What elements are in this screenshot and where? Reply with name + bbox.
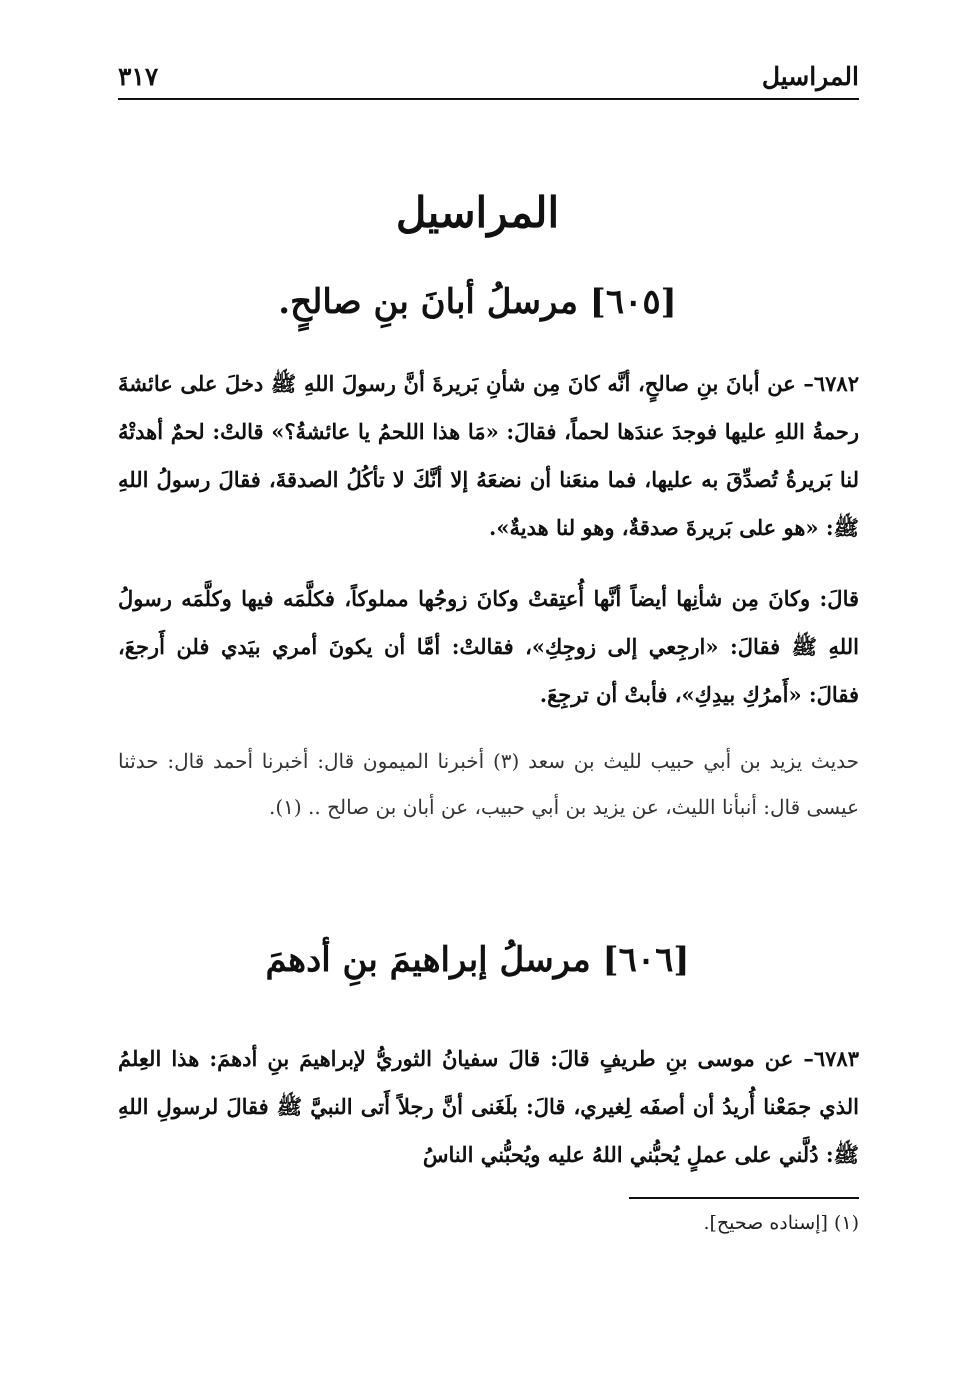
footnote-divider xyxy=(629,1197,859,1199)
hadith-6782-paragraph: ٦٧٨٢– عن أبانَ بنِ صالحٍ، أنَّه كانَ مِن شأنِ بَريرةَ أنَّ رسولَ اللهِ ﷺ دخلَ على عائشةَ رحمةُ اللهِ عليها فوجدَ عندَها لحماً، فقالَ: «مَا هذا اللحمُ يا عائشةُ؟» قالتْ: لحمٌ أهدتْهُ لنا بَريرةُ تُصدِّقَ به عليها، فما منعَنا أن نضعَهُ إلا أنَّكَ لا تأكُلُ الصدقةَ، فقالَ رسولُ اللهِ ﷺ: «هو على بَريرةَ صدقةٌ، وهو لنا هديةٌ». xyxy=(118,371,859,540)
hadith-6783-paragraph: ٦٧٨٣– عن موسى بنِ طريفٍ قالَ: قالَ سفيانُ الثوريُّ لإبراهيمَ بنِ أدهمَ: هذا العِلمُ الذي جمَعْنا أُريدُ أن أصفَه لِغيري، قالَ: بلَغَنى أنَّ رجلاً أَتى النبيَّ ﷺ فقالَ لرسولِ اللهِ ﷺ: دُلَّني على عملٍ يُحبُّني اللهُ عليه ويُحبُّني الناسُ xyxy=(118,1046,859,1167)
chapter-title: المراسيل xyxy=(395,188,560,237)
isnad-paragraph: حديث يزيد بن أبي حبيب لليث بن سعد (٣) أخبرنا الميمون قال: أخبرنا أحمد قال: حدثنا عيسى قال: أنبأنا الليث، عن يزيد بن أبي حبيب، عن أبان بن صالح .. (١). xyxy=(118,749,860,819)
section-heading-605: [٦٠٥] مرسلُ أبانَ بنِ صالحٍ. xyxy=(278,282,677,322)
footnote: (١) [إسناده صحيح]. xyxy=(703,1212,859,1234)
running-header-title: المراسيل xyxy=(761,62,859,91)
page-number: ٣١٧ xyxy=(118,62,159,91)
running-header xyxy=(118,58,859,100)
hadith-6782-continuation: قالَ: وكانَ مِن شأنِها أيضاً أنَّها أُعتِقتْ وكانَ زوجُها مملوكاً، فكلَّمَه فيها وكلَّمَه رسولُ اللهِ ﷺ فقالَ: «ارجِعي إلى زوجِكِ»، فقالتْ: أمَّا أن يكونَ أمري بيَدي فلن أَرجعَ، فقالَ: «أَمرُكِ بيدِكِ»، فأبتْ أن ترجِعَ. xyxy=(118,586,859,707)
section-heading-606: [٦٠٦] مرسلُ إبراهيمَ بنِ أدهمَ xyxy=(265,940,690,980)
